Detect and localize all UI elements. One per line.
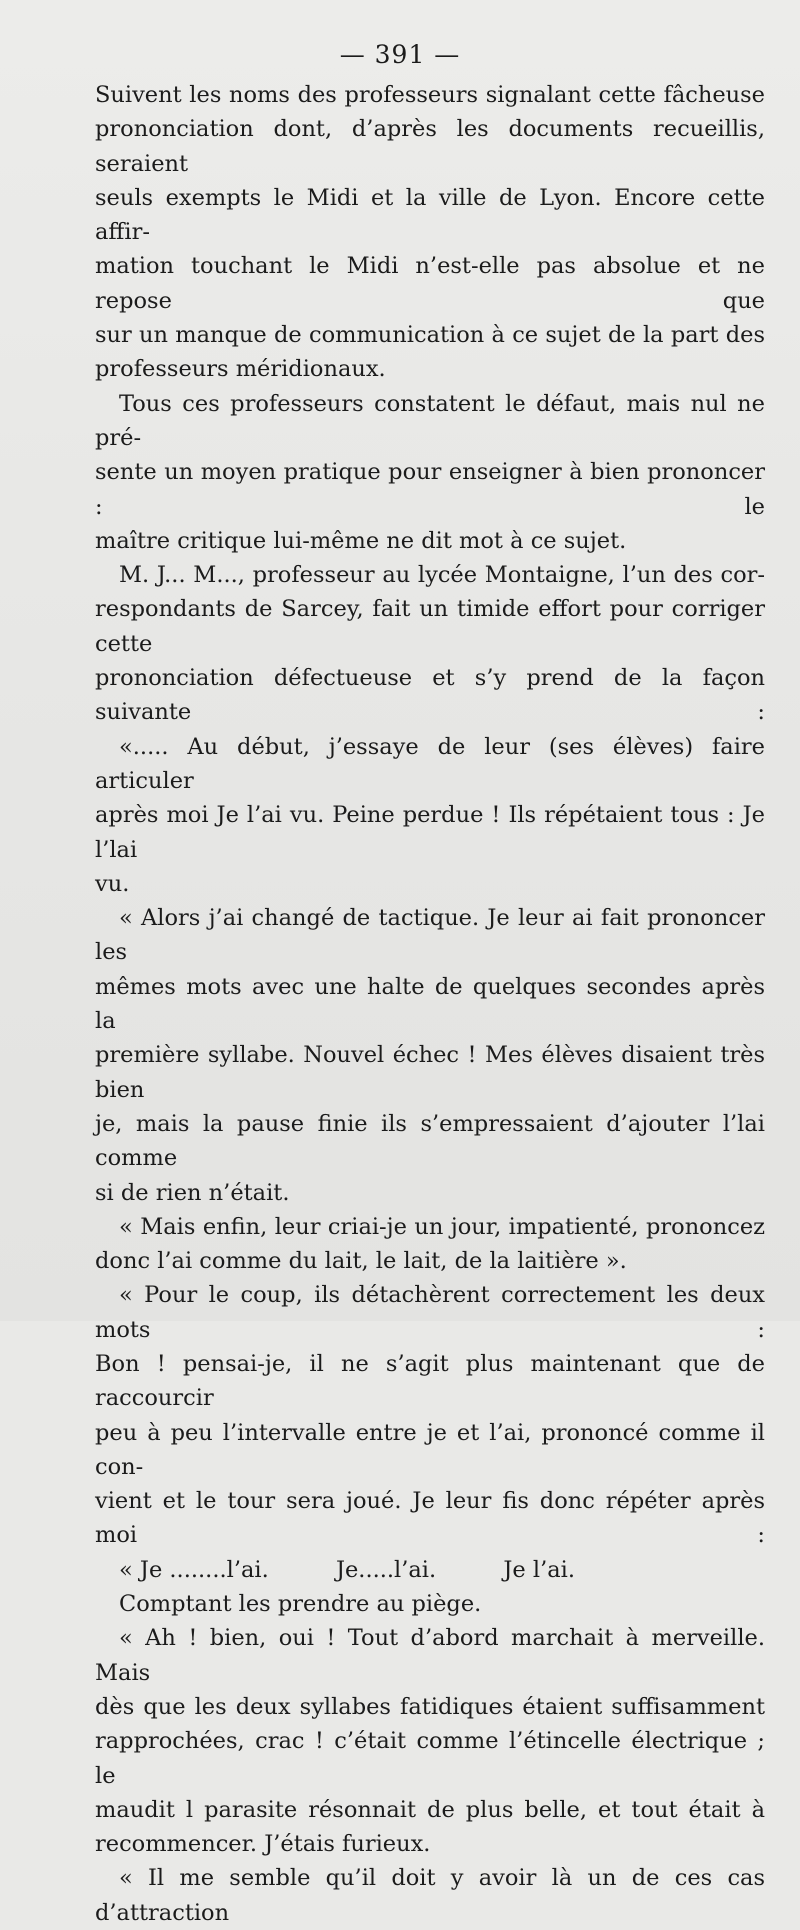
text-line: maître critique lui-même ne dit mot à ce sujet. [95,527,627,554]
text-line: vient et le tour sera joué. Je leur fis donc répéter après moi : [95,1488,765,1549]
text-line: prononciation dont, d’après les documents recueillis, seraient [95,116,765,177]
text-line: sente un moyen pratique pour enseigner à bien prononcer : le [95,459,765,520]
text-line: « Il me semble qu’il doit y avoir là un de ces cas d’attraction [95,1865,765,1926]
text-line: « Mais enfin, leur criai-je un jour, impatienté, prononcez [119,1213,765,1240]
text-line: seuls exempts le Midi et la ville de Lyon. Encore cette affir- [95,184,765,246]
text-line: sur un manque de communication à ce sujet de la part des [95,322,765,349]
text-line: « Ah ! bien, oui ! Tout d’abord marchait à merveille. Mais [95,1625,765,1686]
text-line: donc l’ai comme du lait, le lait, de la laitière ». [95,1248,627,1275]
text-line: Comptant les prendre au piège. [119,1591,482,1618]
text-line: recommencer. J’étais furieux. [95,1831,431,1858]
text-line: première syllabe. Nouvel échec ! Mes élèves disaient très bien [95,1042,765,1103]
text-line: «..... Au début, j’essaye de leur (ses élèves) faire articuler [95,733,765,794]
text-line: Suivent les noms des professeurs signalant cette fâcheuse [95,82,765,108]
text-line: Tous ces professeurs constatent le défaut, mais nul ne pré- [95,390,765,451]
page-number: — 391 — [339,40,461,69]
repetition-part: « Je ........l’ai. [119,1556,269,1583]
text-line: maudit l parasite résonnait de plus belle, et tout était à [95,1796,765,1823]
text-line: professeurs méridionaux. [95,356,386,383]
text-line: peu à peu l’intervalle entre je et l’ai, prononcé comme il con- [95,1419,765,1480]
text-line: si de rien n’était. [95,1179,290,1206]
text-line: mation touchant le Midi n’est-elle pas absolue et ne repose que [95,253,765,314]
text-line: je, mais la pause finie ils s’empressaient d’ajouter l’lai comme [95,1110,765,1172]
text-line: « Pour le coup, ils détachèrent correctement les deux mots : [95,1282,765,1343]
body-text [95,78,765,1930]
text-line: vu. [95,870,130,897]
text-line: dès que les deux syllabes fatidiques étaient suffisamment [95,1693,765,1720]
repetition-part: Je l’ai. [503,1556,575,1583]
text-line: respondants de Sarcey, fait un timide effort pour corriger cette [95,596,765,657]
repetition-line [95,1553,765,1587]
text-line: « Alors j’ai changé de tactique. Je leur ai fait prononcer les [95,905,765,966]
text-line: prononciation défectueuse et s’y prend de la façon suivante : [95,665,765,726]
repetition-part: Je.....l’ai. [335,1556,437,1583]
text-line: après moi Je l’ai vu. Peine perdue ! Ils répétaient tous : Je l’lai [95,802,765,863]
text-line: mêmes mots avec une halte de quelques secondes après la [95,973,765,1035]
text-line: rapprochées, crac ! c’était comme l’étincelle électrique ; le [95,1728,765,1789]
text-line: Bon ! pensai-je, il ne s’agit plus maintenant que de raccourcir [95,1350,765,1412]
text-line: M. J... M..., professeur au lycée Montaigne, l’un des cor- [119,562,765,589]
